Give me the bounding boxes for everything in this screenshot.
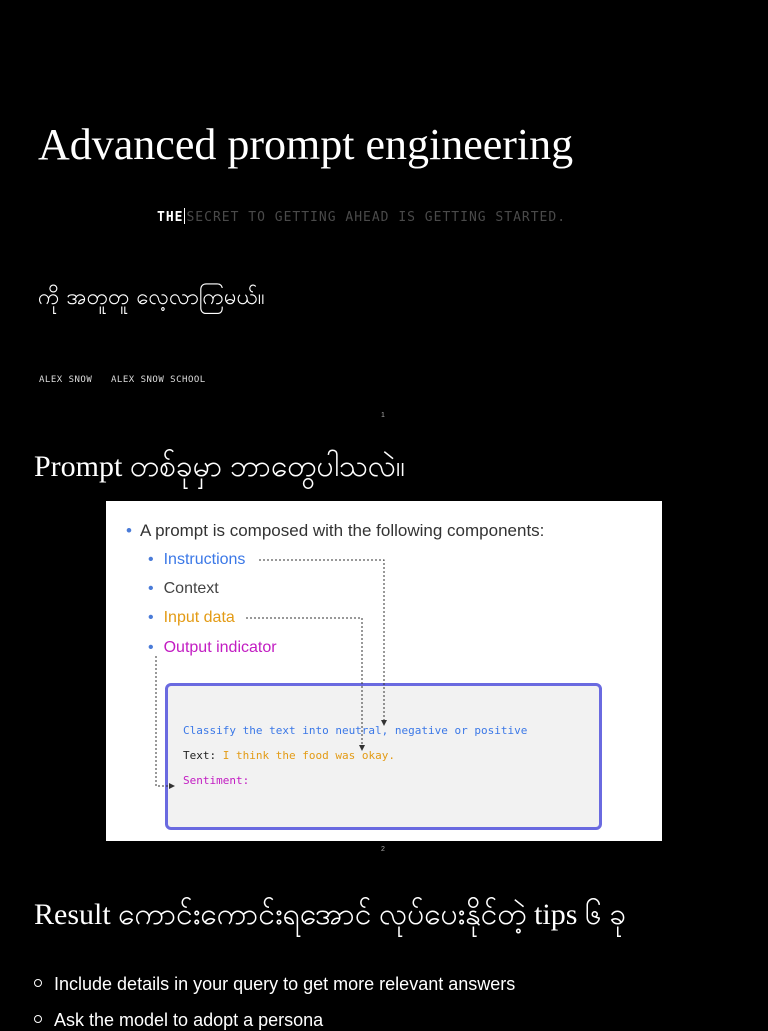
- bullet-icon: •: [148, 580, 154, 597]
- circle-bullet-icon: [34, 1015, 42, 1023]
- section-heading: Prompt တစ်ခုမှာ ဘာတွေပါသလဲ။: [34, 450, 406, 483]
- author-school: ALEX SNOW SCHOOL: [111, 375, 206, 385]
- tagline-rest: SECRET TO GETTING AHEAD IS GETTING STARTED.: [186, 210, 567, 225]
- tip-item: [34, 1010, 323, 1031]
- connector-arrows: [106, 501, 662, 841]
- bullet-icon: •: [148, 639, 154, 656]
- code-text-label: Text:: [183, 749, 217, 762]
- figure-header-text: A prompt is composed with the following components:: [139, 521, 545, 540]
- slide-subtitle: ကို အတူတူ လေ့လာကြမယ်။: [38, 285, 265, 310]
- tip-text: Ask the model to adopt a persona: [54, 1010, 324, 1030]
- slide-title: Advanced prompt engineering: [38, 120, 574, 169]
- tagline: [157, 208, 566, 225]
- bullet-icon: •: [126, 521, 132, 540]
- component-label: Input data: [163, 609, 235, 626]
- code-text-value: I think the food was okay.: [222, 749, 395, 762]
- circle-bullet-icon: [34, 979, 42, 987]
- tip-item: [34, 974, 515, 995]
- page-number: 2: [381, 846, 385, 853]
- code-instruction: Classify the text into neutral, negative or positive: [183, 724, 528, 737]
- tagline-bold: THE: [157, 210, 184, 225]
- tip-text: Include details in your query to get more relevant answers: [54, 974, 516, 994]
- author-name: ALEX SNOW: [39, 375, 93, 385]
- prompt-components-figure: [106, 501, 662, 841]
- bullet-icon: •: [148, 551, 154, 568]
- component-label: Instructions: [163, 551, 246, 568]
- component-label: Output indicator: [163, 639, 277, 656]
- code-sentiment: Sentiment:: [183, 774, 250, 787]
- page-number: 1: [381, 412, 385, 419]
- component-label: Context: [163, 580, 219, 597]
- section-heading: Result ကောင်းကောင်းရအောင် လုပ်ပေးနိုင်တဲ့ tips ၆ ခု: [34, 898, 627, 931]
- bullet-icon: •: [148, 609, 154, 626]
